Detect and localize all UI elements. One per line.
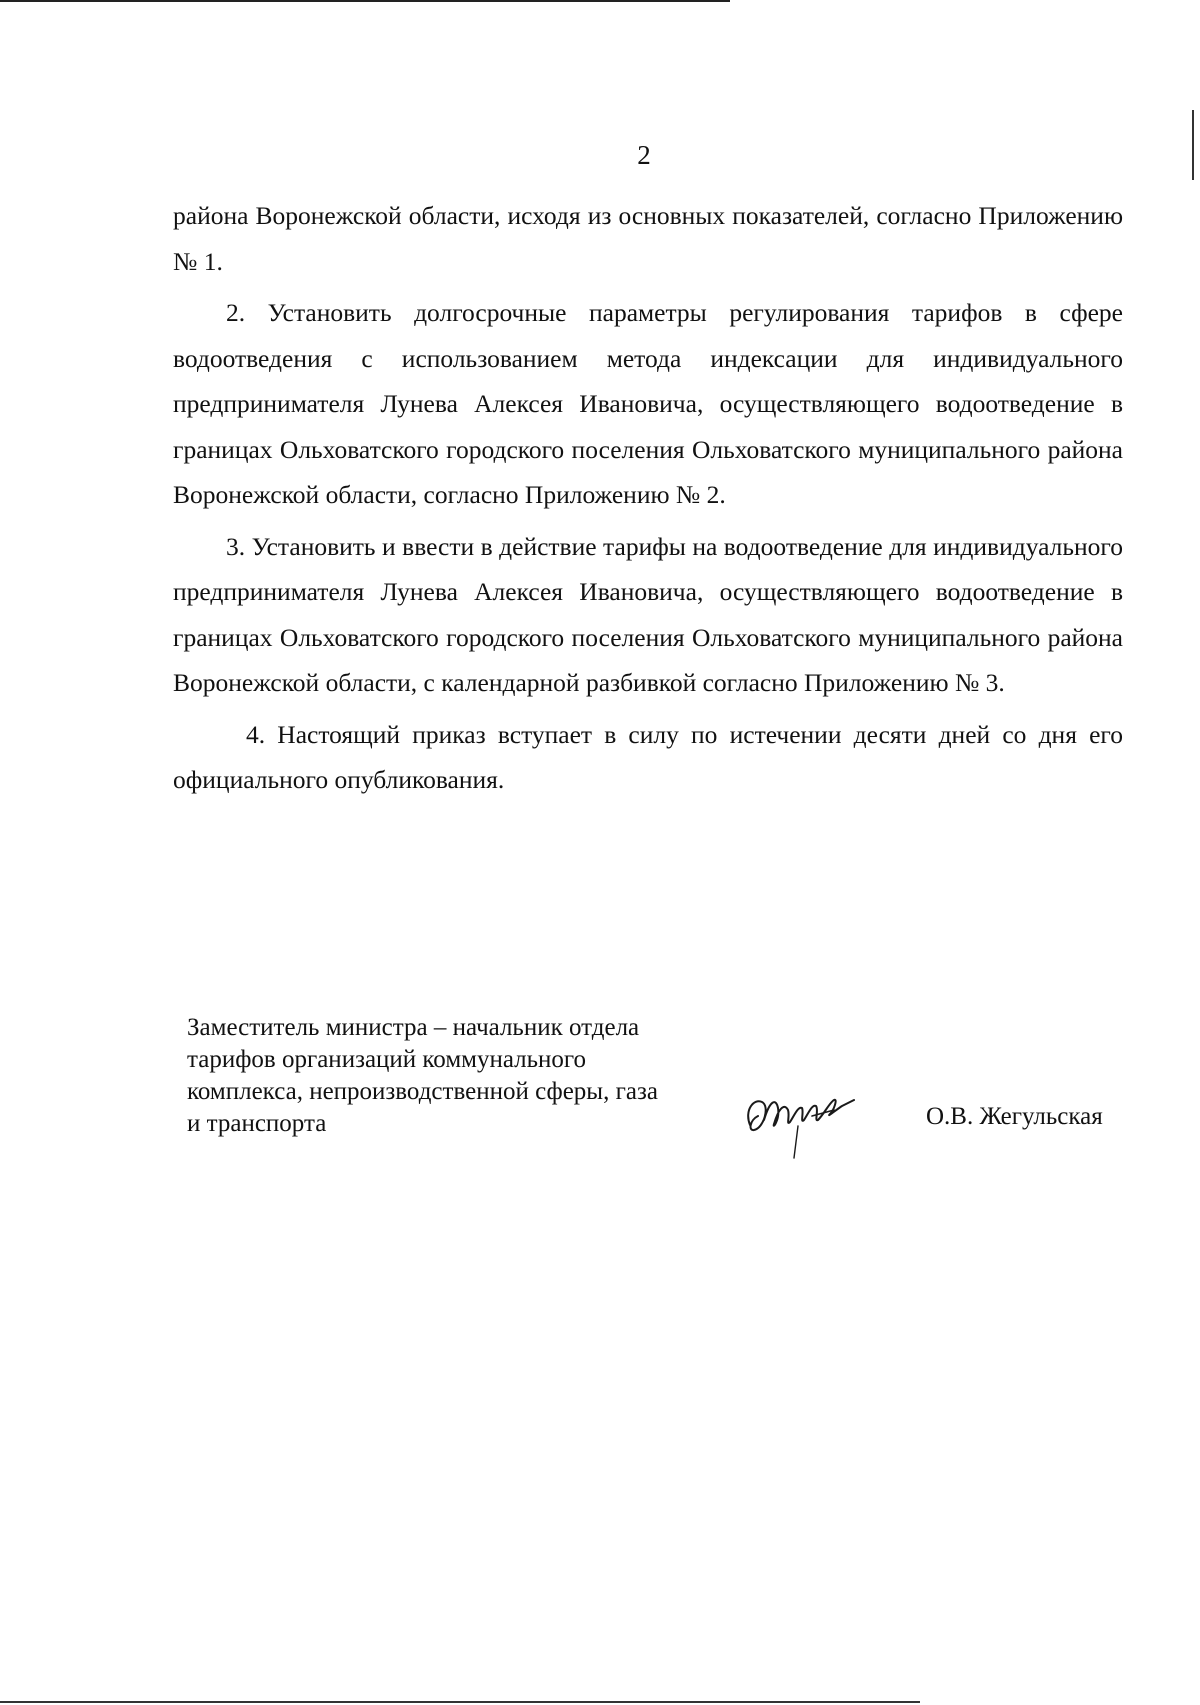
signatory-title-line: Заместитель министра – начальник отдела xyxy=(187,1014,640,1041)
scan-edge-top xyxy=(0,0,730,2)
paragraph-item-4: 4. Настоящий приказ вступает в силу по истечении десяти дней со дня его официального опубликования. xyxy=(173,719,1123,794)
scan-edge-bottom xyxy=(0,1701,920,1703)
signatory-title-line: комплекса, непроизводственной сферы, газа xyxy=(187,1078,658,1105)
body-text xyxy=(173,193,1123,809)
signatory-title-line: и транспорта xyxy=(187,1110,327,1137)
handwritten-signature-icon xyxy=(742,1080,862,1160)
signatory-title-line: тарифов организаций коммунального xyxy=(187,1046,587,1073)
paragraph-item-2: 2. Установить долгосрочные параметры регулирования тарифов в сфере водоотведения с использованием метода индексации для индивидуального предпринимателя Лунева Алексея Ивановича, осуществляющего водоотведение в границах Ольховатского городского поселения Ольховатского муниципального района Воронежской области, согласно Приложению № 2. xyxy=(173,298,1123,509)
paragraph-item-3: 3. Установить и ввести в действие тарифы на водоотведение для индивидуального предпринимателя Лунева Алексея Ивановича, осуществляющего водоотведение в границах Ольховатского городского поселения Ольховатского муниципального района Воронежской области, с календарной разбивкой согласно Приложению № 3. xyxy=(173,531,1123,697)
signatory-name: О.В. Жегульская xyxy=(926,1103,1103,1130)
signatory-title xyxy=(187,1012,727,1140)
paragraph-continuation: района Воронежской области, исходя из основных показателей, согласно Приложению № 1. xyxy=(173,201,1123,276)
page-number: 2 xyxy=(637,140,651,170)
